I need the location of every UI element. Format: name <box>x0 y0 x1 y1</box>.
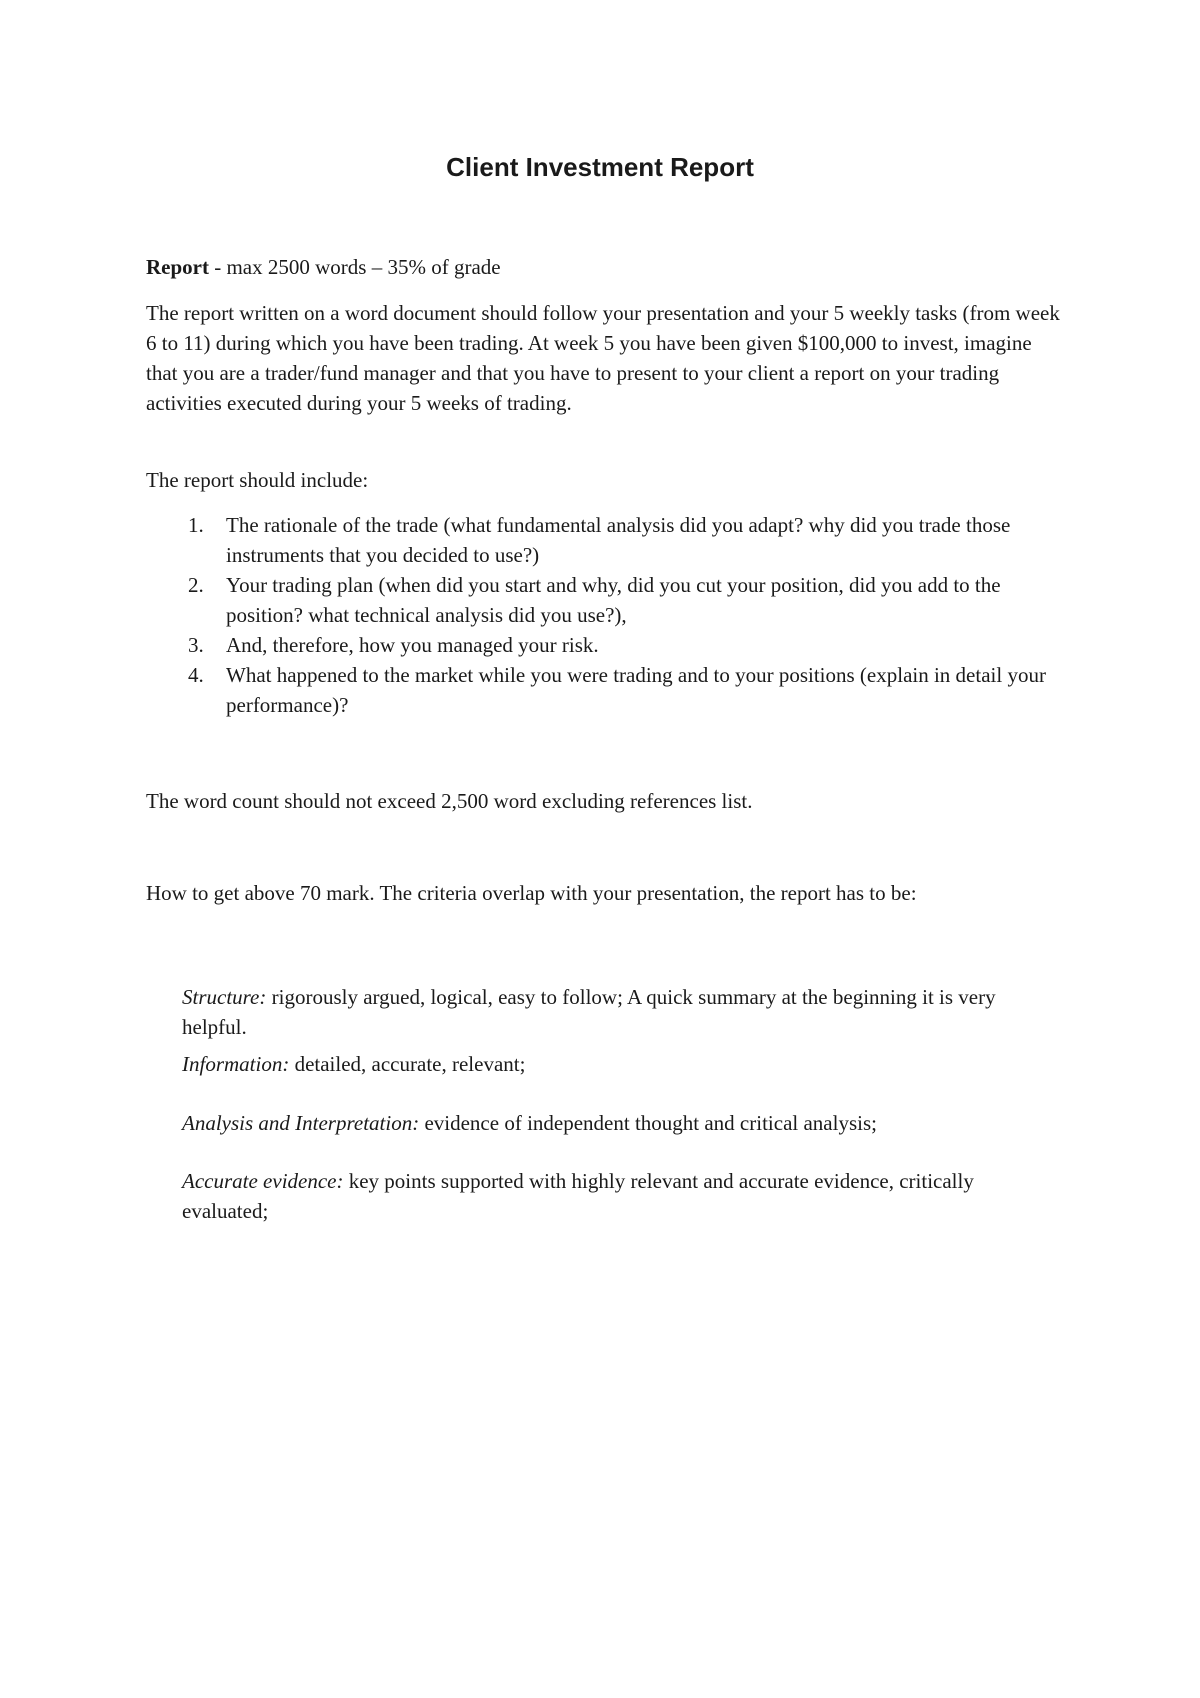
criterion-analysis <box>182 1108 1062 1138</box>
criterion-label: Accurate evidence: <box>182 1169 344 1193</box>
criterion-label: Information: <box>182 1052 290 1076</box>
criterion-label: Analysis and Interpretation: <box>182 1111 420 1135</box>
list-item-number: 1. <box>188 513 204 537</box>
list-item-text: What happened to the market while you were trading and to your positions (explain in detail your performance)? <box>226 663 1046 717</box>
criterion-text: rigorously argued, logical, easy to follow; A quick summary at the beginning it is very helpful. <box>182 985 996 1039</box>
criterion-label: Structure: <box>182 985 267 1009</box>
criterion-information <box>182 1049 1062 1079</box>
includes-label: The report should include: <box>146 468 369 492</box>
criterion-text: evidence of independent thought and critical analysis; <box>419 1111 877 1135</box>
list-item-text: And, therefore, how you managed your risk. <box>226 633 599 657</box>
list-item <box>146 630 1066 660</box>
requirements-list <box>146 510 1066 720</box>
list-item <box>146 510 1066 570</box>
list-item <box>146 660 1066 720</box>
criterion-text: detailed, accurate, relevant; <box>289 1052 526 1076</box>
document-title: Client Investment Report <box>446 152 754 182</box>
list-item-number: 4. <box>188 663 204 687</box>
report-limit-text: - max 2500 words – 35% of grade <box>208 255 501 279</box>
list-item-number: 2. <box>188 573 204 597</box>
criterion-text: key points supported with highly relevant and accurate evidence, critically evaluated; <box>182 1169 974 1223</box>
list-item <box>146 570 1066 630</box>
criterion-evidence <box>182 1166 1062 1226</box>
list-item-number: 3. <box>188 633 204 657</box>
report-requirement-line <box>146 252 1066 282</box>
intro-paragraph: The report written on a word document should follow your presentation and your 5 weekly tasks (from week 6 to 11) during which you have been trading. At week 5 you have been given $100,000 to invest, imagine that you are a trader/fund manager and that you have to present to your client a report on your trading activities executed during your 5 weeks of trading. <box>146 301 1060 415</box>
list-item-text: Your trading plan (when did you start and why, did you cut your position, did you add to the position? what technical analysis did you use?), <box>226 573 1001 627</box>
criterion-structure <box>182 982 1062 1042</box>
above-70-intro: How to get above 70 mark. The criteria overlap with your presentation, the report has to be: <box>146 881 917 905</box>
word-count-note: The word count should not exceed 2,500 word excluding references list. <box>146 789 753 813</box>
report-label: Report <box>146 255 209 279</box>
list-item-text: The rationale of the trade (what fundamental analysis did you adapt? why did you trade those instruments that you decided to use?) <box>226 513 1011 567</box>
